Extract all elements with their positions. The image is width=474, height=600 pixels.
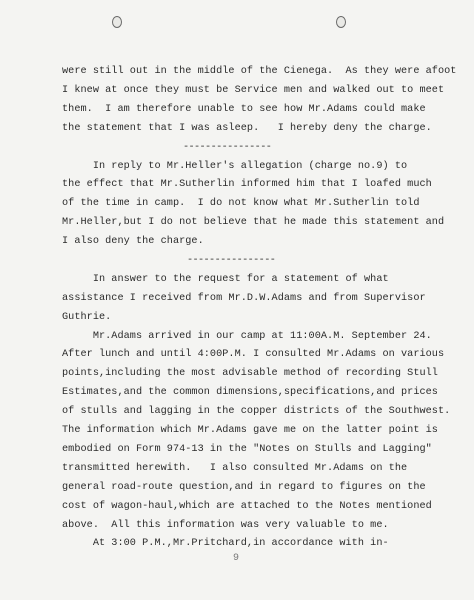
text-line: Guthrie.: [62, 312, 112, 323]
text-line: of the time in camp. I do not know what Mr.Sutherlin told: [62, 198, 420, 209]
page-number: 9: [233, 553, 240, 564]
text-line: Mr.Heller,but I do not believe that he made this statement and: [62, 217, 445, 228]
text-line: points,including the most advisable method of recording Stull: [62, 368, 438, 379]
separator-line: ----------------: [187, 255, 276, 266]
text-line: cost of wagon-haul,which are attached to the Notes mentioned: [62, 501, 432, 512]
text-line: embodied on Form 974-13 in the "Notes on Stulls and Lagging": [62, 444, 432, 455]
text-line: the statement that I was asleep. I hereby deny the charge.: [62, 123, 432, 134]
text-line: assistance I received from Mr.D.W.Adams and from Supervisor: [62, 293, 426, 304]
text-line: In reply to Mr.Heller's allegation (charge no.9) to: [62, 161, 408, 172]
text-line: In answer to the request for a statement of what: [62, 274, 389, 285]
binder-hole-right: [336, 16, 346, 28]
text-line: Estimates,and the common dimensions,specifications,and prices: [62, 387, 438, 398]
text-line: The information which Mr.Adams gave me on the latter point is: [62, 425, 438, 436]
binder-hole-left: [112, 16, 122, 28]
text-line: I knew at once they must be Service men and walked out to meet: [62, 85, 445, 96]
text-line: After lunch and until 4:00P.M. I consulted Mr.Adams on various: [62, 349, 445, 360]
text-line: At 3:00 P.M.,Mr.Pritchard,in accordance with in-: [62, 538, 389, 549]
text-line: I also deny the charge.: [62, 236, 204, 247]
text-line: transmitted herewith. I also consulted Mr.Adams on the: [62, 463, 408, 474]
text-line: general road-route question,and in regard to figures on the: [62, 482, 426, 493]
text-line: of stulls and lagging in the copper districts of the Southwest.: [62, 406, 451, 417]
text-line: Mr.Adams arrived in our camp at 11:00A.M. September 24.: [62, 331, 432, 342]
text-line: were still out in the middle of the Cienega. As they were afoot: [62, 66, 457, 77]
separator-line: ----------------: [183, 142, 272, 153]
text-line: the effect that Mr.Sutherlin informed him that I loafed much: [62, 179, 432, 190]
text-line: them. I am therefore unable to see how Mr.Adams could make: [62, 104, 426, 115]
text-line: above. All this information was very valuable to me.: [62, 520, 389, 531]
